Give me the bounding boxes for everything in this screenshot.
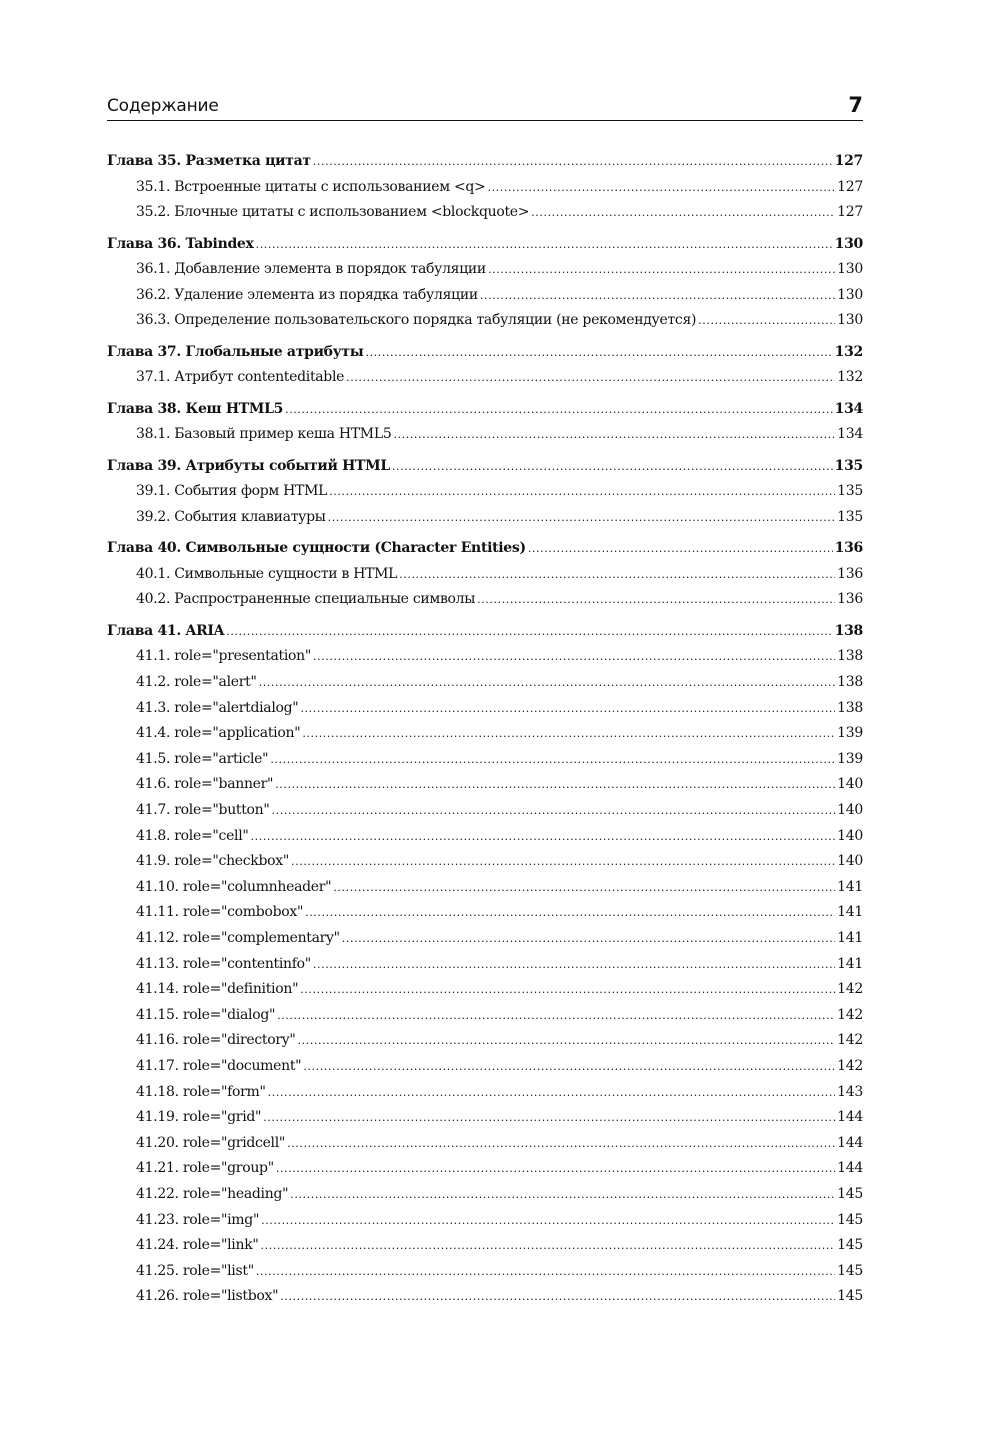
toc-section-entry[interactable] bbox=[107, 981, 863, 1007]
toc-page-number: 138 bbox=[834, 622, 863, 639]
toc-entry-title: 39.1. События форм HTML bbox=[136, 483, 328, 500]
toc-section-entry[interactable] bbox=[107, 700, 863, 726]
toc-section-entry[interactable] bbox=[107, 1263, 863, 1289]
dot-leader bbox=[256, 1265, 835, 1278]
dot-leader bbox=[328, 511, 836, 524]
toc-page-number: 139 bbox=[837, 750, 863, 767]
toc-section-entry[interactable] bbox=[107, 1237, 863, 1263]
toc-page-number: 130 bbox=[834, 235, 863, 252]
toc-page-number: 141 bbox=[837, 930, 863, 946]
dot-leader bbox=[477, 593, 835, 606]
toc-entry-title: 39.2. События клавиатуры bbox=[136, 508, 326, 525]
toc-chapter-entry[interactable] bbox=[107, 236, 863, 262]
toc-section-entry[interactable] bbox=[107, 287, 863, 313]
toc-page-number: 132 bbox=[834, 343, 863, 360]
toc-section-entry[interactable] bbox=[107, 1186, 863, 1212]
toc-page-number: 145 bbox=[837, 1262, 863, 1279]
toc-entry-title: 41.15. role="dialog" bbox=[136, 1006, 276, 1023]
toc-entry-title: 41.4. role="application" bbox=[136, 725, 301, 742]
toc-page-number: 140 bbox=[837, 853, 863, 870]
dot-leader bbox=[298, 1034, 836, 1047]
toc-page-number: 142 bbox=[837, 1057, 863, 1074]
toc-section-entry[interactable] bbox=[107, 1032, 863, 1058]
toc-entry-title: Глава 41. ARIA bbox=[107, 622, 225, 639]
toc-page-number: 142 bbox=[837, 1032, 863, 1049]
toc-page-number: 139 bbox=[837, 725, 863, 742]
dot-leader bbox=[280, 1290, 835, 1303]
toc-chapter-entry[interactable] bbox=[107, 458, 863, 484]
dot-leader bbox=[259, 676, 836, 689]
dot-leader bbox=[272, 804, 836, 817]
dot-leader bbox=[313, 155, 833, 168]
dot-leader bbox=[277, 1009, 835, 1022]
toc-page-number: 136 bbox=[837, 565, 863, 582]
dot-leader bbox=[399, 568, 835, 581]
dot-leader bbox=[268, 1086, 836, 1099]
toc-entry-title: 36.3. Определение пользовательского порядка табуляции (не рекомендуется) bbox=[136, 312, 697, 329]
dot-leader bbox=[256, 238, 833, 251]
toc-section-entry[interactable] bbox=[107, 204, 863, 230]
toc-entry-title: 41.6. role="banner" bbox=[136, 776, 274, 793]
toc-entry-title: Глава 38. Кеш HTML5 bbox=[107, 400, 284, 417]
toc-entry-title: 41.5. role="article" bbox=[136, 750, 269, 767]
toc-chapter-entry[interactable] bbox=[107, 540, 863, 566]
toc-section-entry[interactable] bbox=[107, 1212, 863, 1238]
dot-leader bbox=[226, 625, 832, 638]
dot-leader bbox=[303, 1060, 835, 1073]
dot-leader bbox=[365, 346, 832, 359]
toc-section-entry[interactable] bbox=[107, 853, 863, 879]
toc-entry-title: 41.23. role="img" bbox=[136, 1211, 260, 1228]
toc-entry-title: Глава 36. Tabindex bbox=[107, 235, 254, 252]
toc-section-entry[interactable] bbox=[107, 261, 863, 287]
toc-section-entry[interactable] bbox=[107, 776, 863, 802]
dot-leader bbox=[333, 881, 835, 894]
toc-entry-title: 41.14. role="definition" bbox=[136, 981, 299, 998]
dot-leader bbox=[300, 983, 835, 996]
toc-section-entry[interactable] bbox=[107, 1160, 863, 1186]
running-title: Содержание bbox=[107, 96, 219, 116]
toc-page-number: 130 bbox=[837, 312, 863, 329]
dot-leader bbox=[300, 702, 835, 715]
dot-leader bbox=[261, 1214, 835, 1227]
toc-page-number: 141 bbox=[837, 878, 863, 895]
toc-page-number: 145 bbox=[837, 1288, 863, 1305]
toc-page-number: 145 bbox=[837, 1211, 863, 1228]
toc-entry-title: 41.8. role="cell" bbox=[136, 827, 249, 844]
toc-section-entry[interactable] bbox=[107, 930, 863, 956]
dot-leader bbox=[276, 1162, 835, 1175]
toc-entry-title: 41.20. role="gridcell" bbox=[136, 1134, 286, 1151]
dot-leader bbox=[488, 263, 835, 276]
toc-entry-title: 38.1. Базовый пример кеша HTML5 bbox=[136, 426, 392, 443]
toc-section-entry[interactable] bbox=[107, 648, 863, 674]
dot-leader bbox=[275, 778, 835, 791]
dot-leader bbox=[287, 1137, 835, 1150]
toc-entry-title: 41.17. role="document" bbox=[136, 1057, 302, 1074]
toc-entry-title: 41.7. role="button" bbox=[136, 802, 270, 819]
toc-section-entry[interactable] bbox=[107, 1084, 863, 1110]
toc-entry-title: 40.2. Распространенные специальные символы bbox=[136, 591, 476, 608]
toc-page-number: 138 bbox=[837, 648, 863, 665]
dot-leader bbox=[346, 371, 835, 384]
toc-entry-title: 41.9. role="checkbox" bbox=[136, 853, 290, 870]
toc-section-entry[interactable] bbox=[107, 802, 863, 828]
dot-leader bbox=[270, 753, 835, 766]
toc-section-entry[interactable] bbox=[107, 483, 863, 509]
toc-page-number: 135 bbox=[837, 508, 863, 525]
toc-entry-title: 41.2. role="alert" bbox=[136, 674, 257, 691]
toc-chapter-entry[interactable] bbox=[107, 401, 863, 427]
toc-section-entry[interactable] bbox=[107, 591, 863, 617]
toc-page-number: 141 bbox=[837, 955, 863, 972]
toc-page-number: 140 bbox=[837, 776, 863, 793]
toc-section-entry[interactable] bbox=[107, 312, 863, 338]
dot-leader bbox=[698, 314, 835, 327]
toc-page-number: 140 bbox=[837, 802, 863, 819]
toc-entry-title: 41.26. role="listbox" bbox=[136, 1288, 279, 1305]
dot-leader bbox=[329, 485, 835, 498]
toc-page-number: 136 bbox=[837, 591, 863, 608]
toc-section-entry[interactable] bbox=[107, 828, 863, 854]
toc-entry-title: 37.1. Атрибут contenteditable bbox=[136, 369, 345, 386]
toc-page-number: 145 bbox=[837, 1237, 863, 1254]
dot-leader bbox=[531, 206, 835, 219]
toc-entry-title: Глава 35. Разметка цитат bbox=[107, 153, 311, 169]
dot-leader bbox=[313, 958, 835, 971]
toc-page-number: 144 bbox=[837, 1160, 863, 1177]
toc-entry-title: 41.21. role="group" bbox=[136, 1160, 274, 1177]
toc-entry-title: 41.10. role="columnheader" bbox=[136, 878, 332, 895]
dot-leader bbox=[291, 855, 835, 868]
dot-leader bbox=[393, 428, 835, 441]
toc-section-entry[interactable] bbox=[107, 956, 863, 982]
toc-page-number: 143 bbox=[837, 1083, 863, 1100]
toc-entry-title: 41.25. role="list" bbox=[136, 1262, 254, 1279]
toc-section-entry[interactable] bbox=[107, 725, 863, 751]
toc-page-number: 141 bbox=[837, 904, 863, 921]
toc-entry-title: Глава 39. Атрибуты событий HTML bbox=[107, 457, 390, 474]
dot-leader bbox=[528, 542, 833, 555]
toc-section-entry[interactable] bbox=[107, 369, 863, 395]
page-number: 7 bbox=[848, 93, 863, 117]
toc-entry-title: 35.1. Встроенные цитаты с использованием <q> bbox=[136, 178, 486, 195]
dot-leader bbox=[251, 830, 836, 843]
toc-page-number: 138 bbox=[837, 674, 863, 691]
toc-section-entry[interactable] bbox=[107, 1135, 863, 1161]
toc-section-entry[interactable] bbox=[107, 751, 863, 777]
toc-page-number: 140 bbox=[837, 827, 863, 844]
toc-entry-title: Глава 40. Символьные сущности (Character Entities) bbox=[107, 540, 526, 557]
table-of-contents bbox=[107, 153, 863, 1314]
toc-entry-title: Глава 37. Глобальные атрибуты bbox=[107, 343, 364, 360]
toc-page-number: 135 bbox=[834, 457, 863, 474]
toc-section-entry[interactable] bbox=[107, 1058, 863, 1084]
toc-page-number: 138 bbox=[837, 699, 863, 716]
toc-section-entry[interactable] bbox=[107, 879, 863, 905]
dot-leader bbox=[313, 650, 835, 663]
toc-chapter-entry[interactable] bbox=[107, 344, 863, 370]
toc-entry-title: 41.1. role="presentation" bbox=[136, 648, 312, 665]
toc-page-number: 142 bbox=[837, 1006, 863, 1023]
toc-section-entry[interactable] bbox=[107, 426, 863, 452]
toc-page-number: 134 bbox=[837, 426, 863, 443]
dot-leader bbox=[261, 1239, 836, 1252]
toc-entry-title: 40.1. Символьные сущности в HTML bbox=[136, 565, 398, 582]
toc-page-number: 144 bbox=[837, 1134, 863, 1151]
dot-leader bbox=[305, 906, 835, 919]
toc-entry-title: 41.13. role="contentinfo" bbox=[136, 955, 311, 972]
toc-page-number: 142 bbox=[837, 981, 863, 998]
toc-page-number: 127 bbox=[837, 204, 863, 221]
toc-page-number: 144 bbox=[837, 1109, 863, 1126]
dot-leader bbox=[290, 1188, 835, 1201]
toc-page-number: 135 bbox=[837, 483, 863, 500]
toc-entry-title: 41.3. role="alertdialog" bbox=[136, 699, 299, 716]
toc-page-number: 132 bbox=[837, 369, 863, 386]
toc-entry-title: 36.2. Удаление элемента из порядка табуляции bbox=[136, 286, 478, 303]
toc-section-entry[interactable] bbox=[107, 566, 863, 592]
toc-section-entry[interactable] bbox=[107, 1007, 863, 1033]
toc-entry-title: 41.11. role="combobox" bbox=[136, 904, 304, 921]
toc-entry-title: 35.2. Блочные цитаты с использованием <blockquote> bbox=[136, 204, 530, 221]
page-header bbox=[107, 94, 863, 121]
dot-leader bbox=[487, 181, 835, 194]
dot-leader bbox=[392, 460, 833, 473]
toc-chapter-entry[interactable] bbox=[107, 623, 863, 649]
toc-entry-title: 41.24. role="link" bbox=[136, 1237, 259, 1254]
dot-leader bbox=[342, 932, 835, 945]
toc-section-entry[interactable] bbox=[107, 509, 863, 535]
toc-page-number: 136 bbox=[834, 540, 863, 557]
toc-section-entry[interactable] bbox=[107, 674, 863, 700]
dot-leader bbox=[285, 403, 833, 416]
dot-leader bbox=[263, 1111, 835, 1124]
toc-entry-title: 41.16. role="directory" bbox=[136, 1032, 296, 1049]
toc-section-entry[interactable] bbox=[107, 1109, 863, 1135]
dot-leader bbox=[302, 727, 835, 740]
toc-page-number: 134 bbox=[834, 400, 863, 417]
toc-entry-title: 36.1. Добавление элемента в порядок табуляции bbox=[136, 261, 486, 278]
toc-entry-title: 41.19. role="grid" bbox=[136, 1109, 262, 1126]
toc-page-number: 127 bbox=[834, 153, 863, 169]
toc-page-number: 127 bbox=[837, 178, 863, 195]
toc-page-number: 130 bbox=[837, 286, 863, 303]
toc-section-entry[interactable] bbox=[107, 1288, 863, 1314]
toc-page-number: 145 bbox=[837, 1185, 863, 1202]
toc-entry-title: 41.18. role="form" bbox=[136, 1083, 266, 1100]
toc-entry-title: 41.12. role="complementary" bbox=[136, 930, 340, 946]
toc-entry-title: 41.22. role="heading" bbox=[136, 1185, 289, 1202]
toc-page-number: 130 bbox=[837, 261, 863, 278]
toc-chapter-entry[interactable] bbox=[107, 153, 863, 179]
toc-section-entry[interactable] bbox=[107, 904, 863, 930]
toc-section-entry[interactable] bbox=[107, 179, 863, 205]
dot-leader bbox=[480, 289, 835, 302]
